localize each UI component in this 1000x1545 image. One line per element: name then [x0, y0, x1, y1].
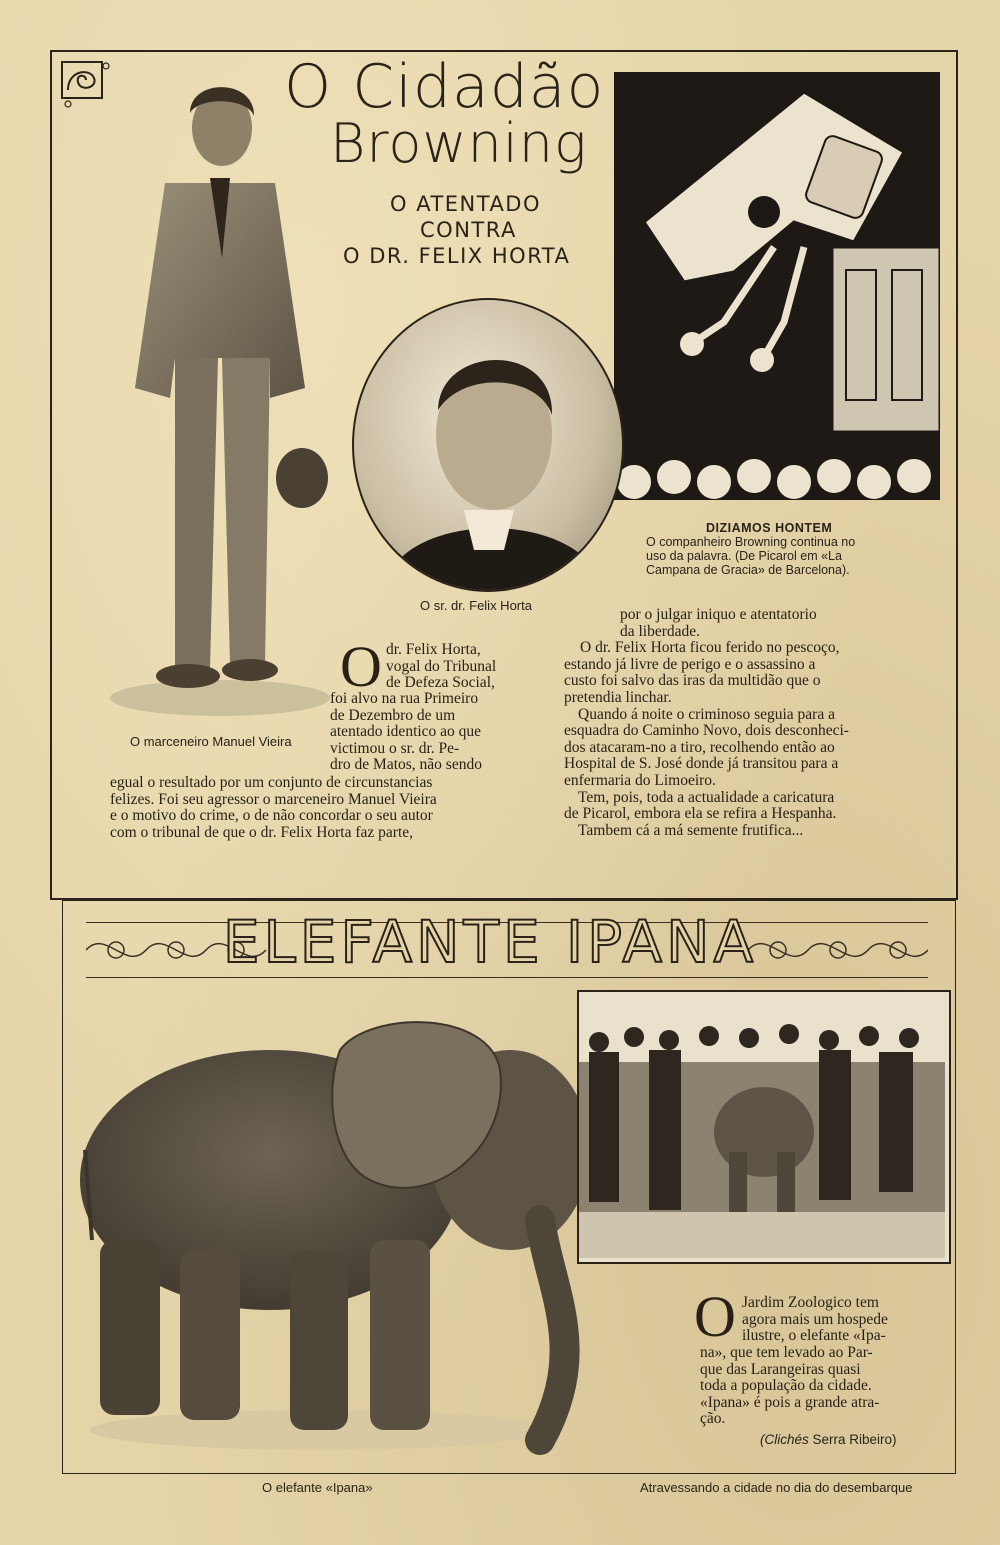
article1-col1-indented-2: [330, 691, 482, 774]
subheadline-line-3: O DR. FELIX HORTA: [343, 244, 571, 268]
text-line: ção.: [700, 1410, 726, 1428]
text-line: e o motivo do crime, o de não concordar o seu autor: [110, 807, 433, 825]
article2-text-indented: [742, 1295, 888, 1345]
text-line: foi alvo na rua Primeiro: [330, 690, 479, 707]
text-line: O dr. Felix Horta ficou ferido no pescoço,: [580, 639, 840, 657]
article2-text: [700, 1345, 879, 1428]
text-line: custo foi salvo das iras da multidão que o: [564, 672, 821, 690]
photo-crowd-procession: [577, 990, 951, 1264]
caption-crowd: Atravessando a cidade no dia do desembarque: [640, 1480, 913, 1495]
text-line: na», que tem levado ao Par-: [700, 1344, 873, 1361]
text-line: Tambem cá a má semente frutifica...: [578, 821, 804, 839]
text-line: de Defeza Social,: [386, 674, 495, 692]
article1-col2: [564, 607, 849, 839]
dropcap-article1: O: [340, 634, 382, 699]
text-line: de Picarol, embora ela se refira a Hespanha.: [564, 805, 837, 823]
text-line: vogal do Tribunal: [386, 657, 497, 675]
caption-manuel-vieira: O marceneiro Manuel Vieira: [130, 734, 292, 749]
text-line: Quando á noite o criminoso seguia para a: [578, 705, 835, 723]
text-line: victimou o sr. dr. Pe-: [330, 739, 460, 757]
text-line: agora mais um hospede: [742, 1310, 888, 1328]
text-line: com o tribunal de que o dr. Felix Horta faz parte,: [110, 823, 414, 841]
photo-credit: [760, 1432, 897, 1447]
text-line: dr. Felix Horta,: [386, 641, 481, 658]
text-line: «Ipana» é pois a grande atra-: [700, 1393, 880, 1411]
cartoon-caption-line-3: Campana de Gracia» de Barcelona).: [646, 563, 850, 577]
text-line: felizes. Foi seu agressor o marceneiro Manuel Vieira: [110, 790, 437, 808]
dropcap-article2: O: [694, 1284, 736, 1349]
text-line: dro de Matos, não sendo: [330, 756, 482, 774]
article1-col1-full: [110, 775, 437, 841]
credit-cliches: (Clichés: [760, 1432, 809, 1447]
text-line: Hospital de S. José donde já transitou para a: [564, 755, 839, 773]
headline-line-2: Browning: [330, 112, 588, 175]
text-line: esquadra do Caminho Novo, dois desconheci-: [564, 722, 849, 740]
caption-elephant: O elefante «Ipana»: [262, 1480, 373, 1495]
text-line: pretendia linchar.: [564, 688, 672, 706]
text-line: ilustre, o elefante «Ipa-: [742, 1327, 886, 1345]
cartoon-caption-line-1: O companheiro Browning continua no: [646, 535, 856, 549]
portrait-felix-horta: [352, 298, 624, 592]
cartoon-browning-pistol: [614, 72, 940, 500]
text-line: que das Larangeiras quasi: [700, 1360, 861, 1378]
headline-line-1: O Cidadão: [284, 52, 605, 122]
text-line: toda a população da cidade.: [700, 1377, 872, 1395]
photo-elephant-ipana: [70, 990, 590, 1460]
cartoon-caption-head: DIZIAMOS HONTEM: [706, 521, 833, 535]
text-line: por o julgar iniquo e atentatorio: [620, 606, 817, 623]
text-line: enfermaria do Limoeiro.: [564, 771, 716, 789]
subheadline-line-1: O ATENTADO: [390, 192, 542, 216]
banner-title: ELEFANTE IPANA: [222, 908, 758, 976]
text-line: Jardim Zoologico tem: [742, 1294, 879, 1311]
text-line: da liberdade.: [620, 622, 701, 640]
caption-felix-horta: O sr. dr. Felix Horta: [420, 598, 532, 613]
text-line: egual o resultado por um conjunto de circunstancias: [110, 774, 433, 791]
article1-col1-indented: [386, 642, 496, 692]
photo-manuel-vieira: [70, 58, 360, 726]
cartoon-caption-line-2: uso da palavra. (De Picarol em «La: [646, 549, 842, 563]
text-line: de Dezembro de um: [330, 706, 456, 724]
text-line: dos atacaram-no a tiro, recolhendo então ao: [564, 738, 835, 756]
subheadline-line-2: CONTRA: [420, 218, 517, 242]
text-line: atentado identico ao que: [330, 723, 482, 741]
text-line: estando já livre de perigo e o assassino a: [564, 655, 816, 673]
text-line: Tem, pois, toda a actualidade a caricatura: [578, 788, 835, 806]
credit-name: Serra Ribeiro): [808, 1432, 897, 1447]
